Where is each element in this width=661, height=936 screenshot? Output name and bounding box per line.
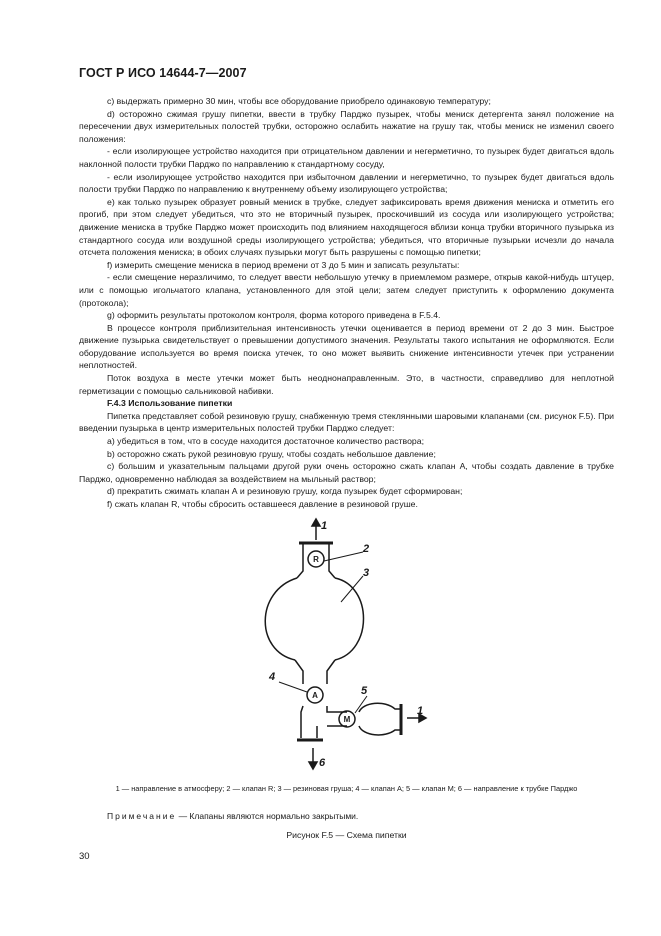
paragraph: e) как только пузырек образует ровный мениск в трубке, следует зафиксировать время движения мениска и отметить его прогиб, при этом следует убедиться, что это не вторичный пузырек, проскочивший из сосуда или изолирующего устройства; движение мениска в трубке Парджо может происходить под влиянием находящегося вблизи конца трубки вторичного пузырька из стандартного сосуда или воздушной среды изолирующего устройства; убедиться, что вторичные пузырьки исчезли до начала отсчета положения мениска; в обоих случаях пузырьки могут быть разрушены с помощью пипетки; <box>79 196 614 258</box>
valve-r-label: R <box>313 555 319 564</box>
paragraph: - если изолирующее устройство находится при отрицательном давлении и негерметично, то пузырек будет двигаться вдоль наклонной полости трубки Парджо по направлению к стандартному сосуду, <box>79 146 614 169</box>
paragraph: f) сжать клапан R, чтобы сбросить оставшееся давление в резиновой груше. <box>107 499 418 509</box>
label-1-top: 1 <box>321 520 328 532</box>
page-number: 30 <box>79 851 90 862</box>
label-2: 2 <box>363 543 370 555</box>
figure-legend: 1 — направление в атмосферу; 2 — клапан R; 3 — резиновая груша; 4 — клапан A; 5 — клапан M; 6 — направление к трубке Парджо <box>115 784 578 793</box>
figure-title: Рисунок F.5 — Схема пипетки <box>286 830 407 840</box>
pipette-diagram <box>255 516 435 772</box>
paragraph: - если смещение неразличимо, то следует ввести небольшую утечку в приемлемом размере, открыв какой-нибудь штуцер, или с помощью игольчатого клапана, установленного для этой цели; затем следует приступить к оформлению документа (протокола); <box>79 272 614 308</box>
paragraph: c) большим и указательным пальцами другой руки очень осторожно сжать клапан А, чтобы создать давление в трубке Парджо, одновременно наблюдая за воздействием на мыльный раствор; <box>79 461 614 484</box>
paragraph: Пипетка представляет собой резиновую грушу, снабженную тремя стеклянными шаровыми клапанами (см. рисунок F.5). При введении пузырька в центр измерительных полостей трубки Парджо следует: <box>79 410 614 434</box>
label-3: 3 <box>363 567 370 579</box>
paragraph: c) выдержать примерно 30 мин, чтобы все оборудование приобрело одинаковую температуру; <box>107 96 491 106</box>
lower-neck <box>295 660 335 684</box>
paragraph: f) измерить смещение мениска в период времени от 3 до 5 мин и записать результаты: <box>107 259 460 270</box>
leader-line <box>355 696 367 713</box>
label-6: 6 <box>319 757 326 769</box>
note-label: Примечание <box>107 811 177 821</box>
label-4: 4 <box>269 671 276 683</box>
body-text <box>79 95 614 511</box>
paragraph: Поток воздуха в месте утечки может быть неоднонаправленным. Это, в частности, справедливо для неплотной герметизации с помощью сальниковой набивки. <box>79 373 614 396</box>
paragraph: d) осторожно сжимая грушу пипетки, ввести в трубку Парджо пузырек, чтобы мениск детергента занял положение на пересечении двух измерительных полостей трубки, осторожно ослабить нажатие на грушу так, чтобы мениск не изменил своего положения: <box>79 108 614 144</box>
label-1-right: 1 <box>417 705 424 717</box>
paragraph: - если изолирующее устройство находится при избыточном давлении и негерметично, то пузырек будет двигаться вдоль полости трубки Парджо по направлению к внутреннему объему изолирующего устройства; <box>79 171 614 195</box>
document-header: ГОСТ Р ИСО 14644-7—2007 <box>79 66 247 80</box>
side-tube <box>317 726 347 738</box>
paragraph: g) оформить результаты протоколом контроля, форма которого приведена в F.5.4. <box>107 310 441 321</box>
arrowhead-icon <box>309 762 317 769</box>
small-bulb <box>359 703 401 735</box>
arrowhead-icon <box>312 519 320 526</box>
paragraph: В процессе контроля приблизительная интенсивность утечки оценивается в период времени от 2 до 3 мин. Быстрое движение пузырька свидетельствует о превышении допустимого значения. Результаты такого испытания не оформляются. Если оборудование используется во время поиска утечек, то оно может выявить снижение интенсивности утечек при устранении неплотностей. <box>79 322 614 371</box>
rubber-bulb <box>265 578 363 660</box>
leader-line <box>324 552 363 561</box>
pipette-drawing <box>255 516 435 772</box>
figure-note <box>107 811 358 821</box>
paragraph: b) осторожно сжать рукой резиновую грушу, чтобы создать небольшое давление; <box>107 448 436 459</box>
valve-a-label: A <box>312 691 318 700</box>
paragraph: d) прекратить сжимать клапан А и резиновую грушу, когда пузырек будет сформирован; <box>107 486 463 497</box>
valve-m-label: M <box>343 715 351 724</box>
subsection-title: F.4.3 Использование пипетки <box>107 398 233 409</box>
label-5: 5 <box>361 685 368 697</box>
note-text: — Клапаны являются нормально закрытыми. <box>176 811 359 821</box>
paragraph: a) убедиться в том, что в сосуде находится достаточное количество раствора; <box>107 436 424 447</box>
